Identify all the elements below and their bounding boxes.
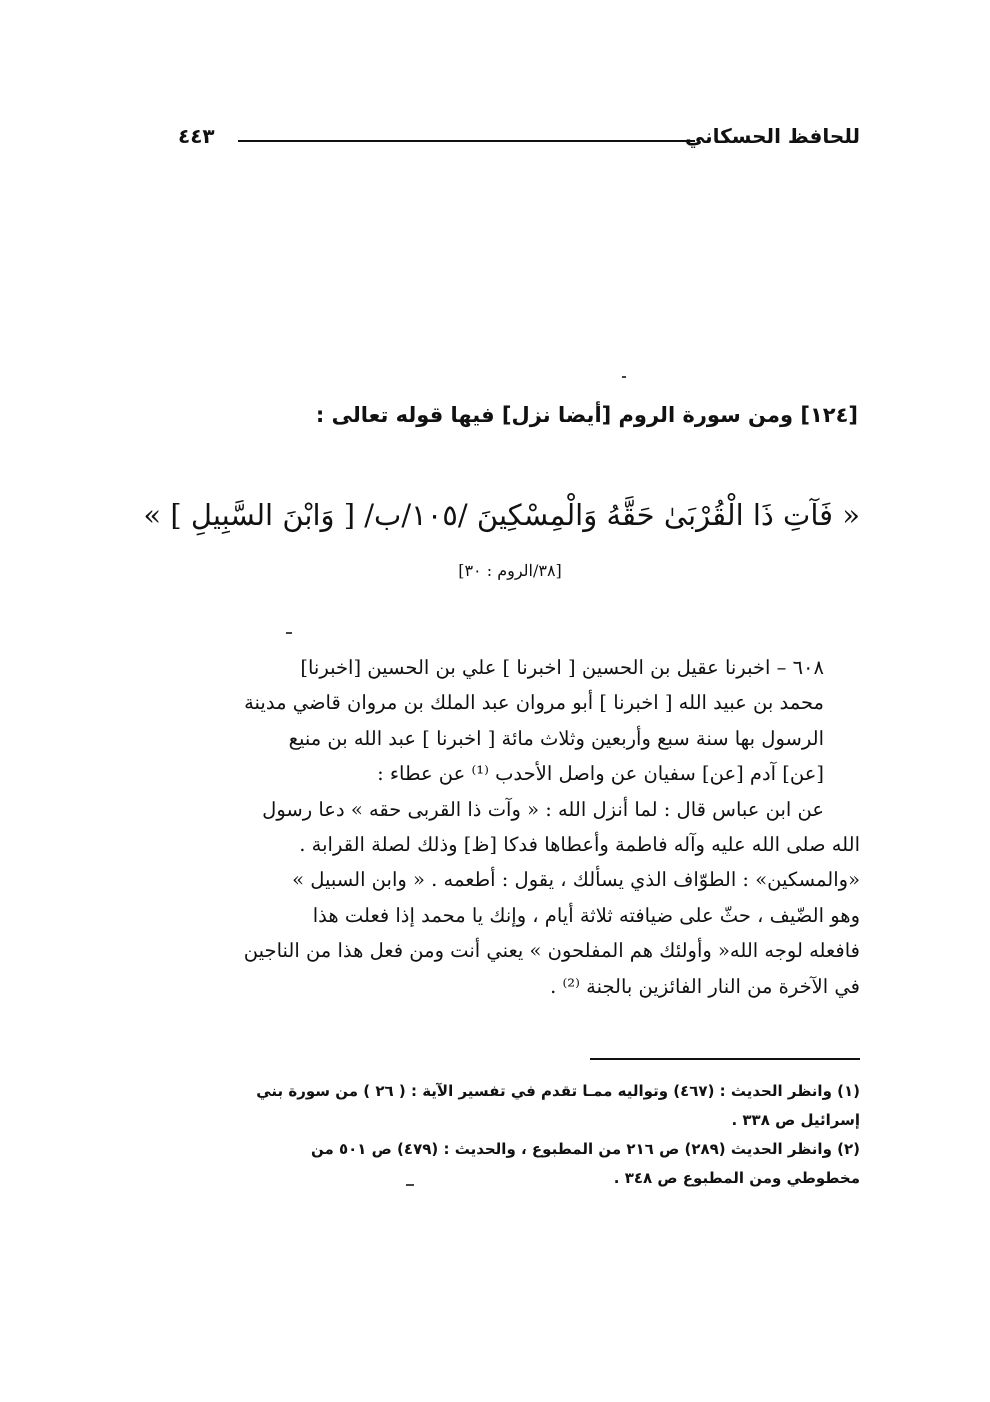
text-line: في الآخرة من النار الفائزين بالجنة ⁽²⁾ . xyxy=(550,974,860,998)
scan-speck xyxy=(406,1184,414,1186)
footnote-1: (١) وانظر الحديث : (٤٦٧) وتواليه ممـا تقدم في تفسير الآية : ( ٢٦ ) من سورة بني xyxy=(256,1082,860,1100)
text-line: «والمسكين» : الطوّاف الذي يسألك ، يقول : أطعمه . « وابن السبيل » xyxy=(292,868,860,892)
footnote-2-continued: مخطوطي ومن المطبوع ص ٣٤٨ . xyxy=(613,1169,860,1187)
text-line: الله صلى الله عليه وآله فاطمة وأعطاها فدكا [ظ] وذلك لصلة القرابة . xyxy=(299,833,860,857)
text-line: ٦٠٨ – اخبرنا عقيل بن الحسين [ اخبرنا ] علي بن الحسين [اخبرنا] xyxy=(300,656,824,679)
text-line: عن ابن عباس قال : لما أنزل الله : « وآت ذا القربى حقه » دعا رسول xyxy=(262,797,824,821)
text-line: [عن] آدم [عن] سفيان عن واصل الأحدب ⁽¹⁾ عن عطاء : xyxy=(377,762,824,786)
hadith-text-paragraph xyxy=(172,792,860,1004)
footnote-rule xyxy=(590,1058,860,1060)
text-line: فافعله لوجه الله« وأولئك هم المفلحون » يعني أنت ومن فعل هذا من الناجين xyxy=(243,939,860,963)
text-line: وهو الضّيف ، حثّ على ضيافته ثلاثة أيام ، وإنك يا محمد إذا فعلت هذا xyxy=(312,903,860,927)
text-line: محمد بن عبيد الله [ اخبرنا ] أبو مروان عبد الملك بن مروان قاضي مدينة xyxy=(244,691,824,715)
running-title: للحافظ الحسكاني xyxy=(684,124,860,148)
text-line: الرسول بها سنة سبع وأربعين وثلاث مائة [ اخبرنا ] عبد الله بن منيع xyxy=(288,726,824,750)
footnotes xyxy=(172,1077,860,1193)
header-rule xyxy=(238,140,695,142)
footnote-2: (٢) وانظر الحديث (٢٨٩) ص ٢١٦ من المطبوع ، والحديث : (٤٧٩) ص ٥٠١ من xyxy=(310,1140,860,1158)
scan-speck xyxy=(622,376,626,378)
footnote-1-continued: إسرائيل ص ٣٣٨ . xyxy=(731,1111,860,1129)
hadith-chain-paragraph xyxy=(172,650,860,792)
running-header xyxy=(170,118,860,158)
body-text xyxy=(172,650,860,1004)
quran-verse: « فَآتِ ذَا الْقُرْبَىٰ حَقَّهُ وَالْمِسْكِينَ /١٠٥/ب/ [ وَابْنَ السَّبِيلِ ] » xyxy=(143,498,860,532)
section-heading: [١٢٤] ومن سورة الروم [أيضا نزل] فيها قوله تعالى : xyxy=(315,403,858,427)
verse-reference: [٣٨/الروم : ٣٠] xyxy=(458,561,562,580)
page-number: ٤٤٣ xyxy=(178,124,215,148)
scan-speck xyxy=(286,632,292,634)
